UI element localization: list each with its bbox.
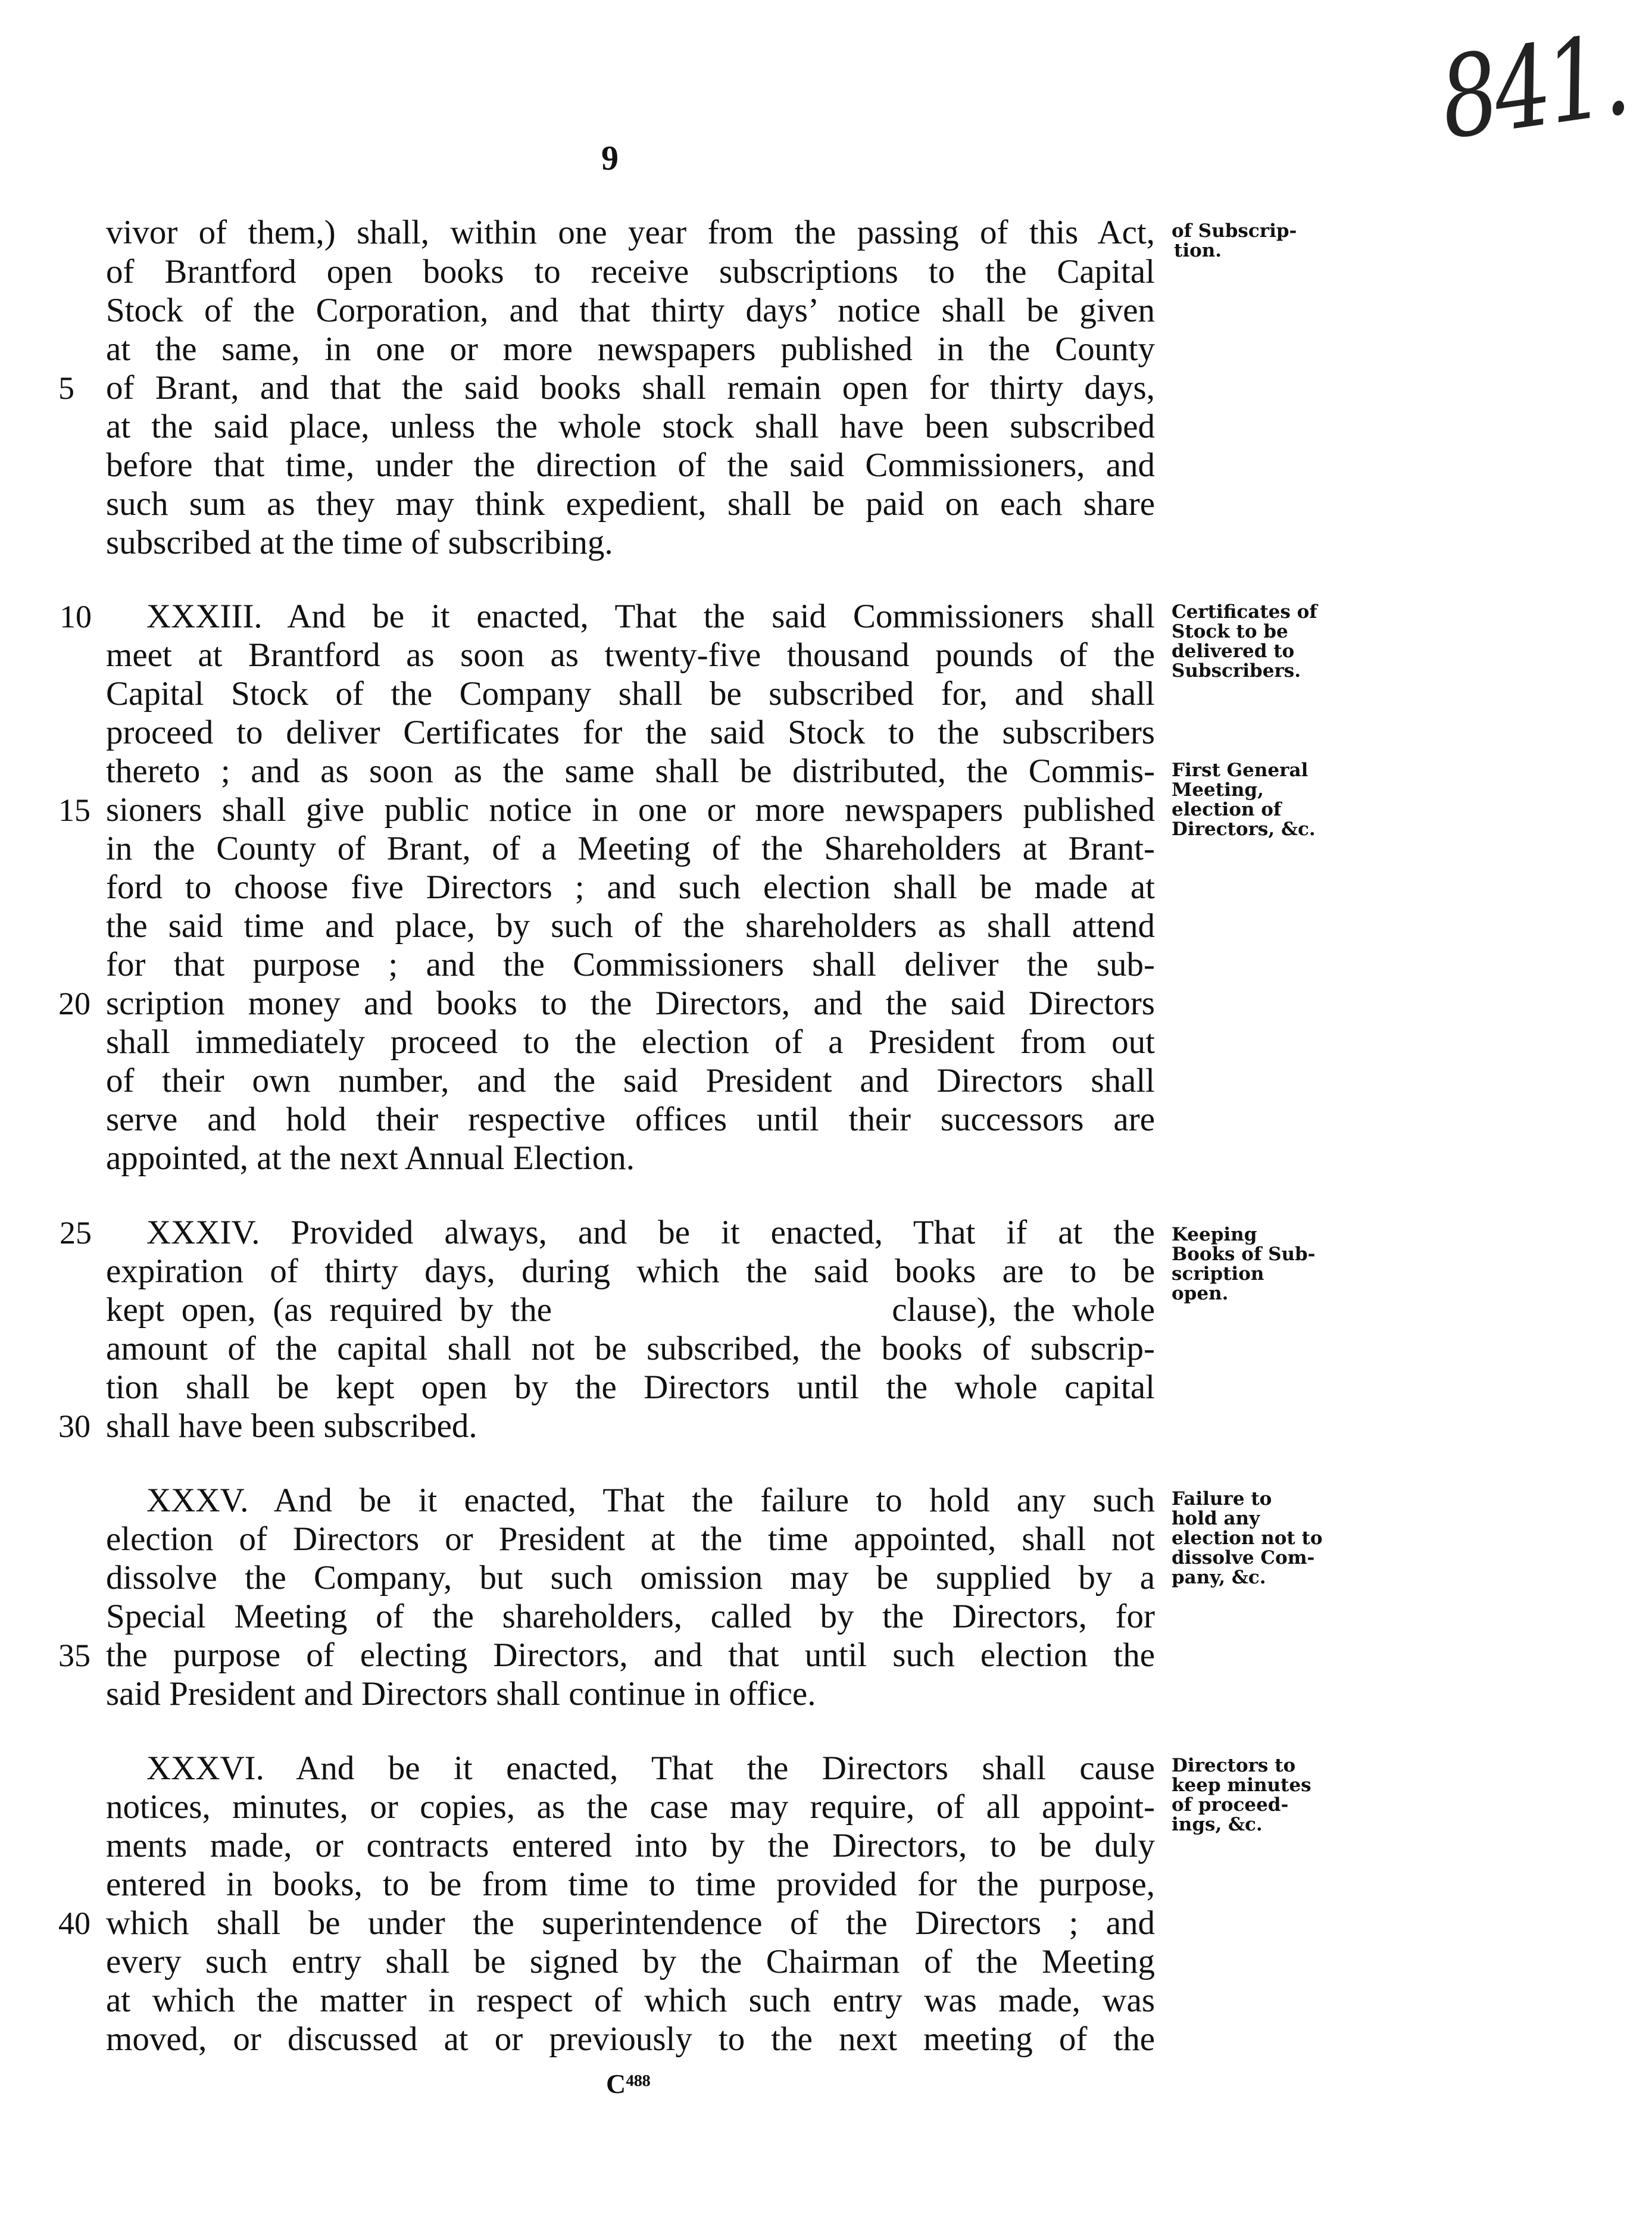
body-line: subscribed at the time of subscribing. <box>106 524 613 561</box>
body-line: such sum as they may think expedient, shall be paid on each share <box>106 485 1155 523</box>
body-line: dissolve the Company, but such omission may be supplied by a <box>106 1559 1155 1597</box>
section-heading-line: XXXIV. Provided always, and be it enacted, That if at the <box>146 1214 1155 1251</box>
margin-note-line: election of <box>1172 799 1282 820</box>
body-line: of Brant, and that the said books shall remain open for thirty days, <box>106 369 1155 407</box>
body-line: serve and hold their respective offices until their successors are <box>106 1101 1155 1138</box>
margin-note-line: Subscribers. <box>1172 660 1301 682</box>
margin-note-line: election not to <box>1172 1527 1323 1549</box>
margin-note-line: Books of Sub- <box>1172 1244 1316 1265</box>
body-line: of their own number, and the said President and Directors shall <box>106 1062 1155 1099</box>
body-line: Capital Stock of the Company shall be subscribed for, and shall <box>106 675 1155 713</box>
body-line: sioners shall give public notice in one or more newspapers published <box>106 791 1155 829</box>
page-number: 9 <box>601 139 619 177</box>
margin-note-line: hold any <box>1172 1508 1260 1529</box>
body-line: election of Directors or President at the time appointed, shall not <box>106 1520 1155 1558</box>
body-line: which shall be under the superintendence of the Directors ; and <box>106 1904 1155 1942</box>
line-number: 20 <box>58 986 90 1021</box>
margin-note-line: scription <box>1172 1263 1264 1285</box>
margin-note-line: Directors, &c. <box>1172 818 1316 840</box>
body-line: kept open, (as required by the clause), the whole <box>106 1291 1155 1329</box>
body-line: before that time, under the direction of the said Commissioners, and <box>106 446 1155 484</box>
body-line: appointed, at the next Annual Election. <box>106 1139 635 1177</box>
body-line: at which the matter in respect of which such entry was made, was <box>106 1982 1155 2019</box>
body-line: the purpose of electing Directors, and that until such election the <box>106 1636 1155 1674</box>
body-line: amount of the capital shall not be subscribed, the books of subscrip- <box>106 1330 1155 1367</box>
margin-note-line: Failure to <box>1172 1488 1272 1510</box>
body-line: Special Meeting of the shareholders, called by the Directors, for <box>106 1598 1155 1635</box>
margin-note-line: keep minutes <box>1172 1774 1311 1796</box>
margin-note-subscription <box>1172 221 1320 261</box>
margin-note-keeping-books <box>1172 1225 1320 1304</box>
body-line: ments made, or contracts entered into by the Directors, to be duly <box>106 1827 1155 1864</box>
section-heading-line: XXXIII. And be it enacted, That the said Commissioners shall <box>146 598 1155 635</box>
body-line: for that purpose ; and the Commissioners shall deliver the sub- <box>106 946 1155 983</box>
margin-note-failure-to-hold <box>1172 1488 1323 1588</box>
line-number: 40 <box>58 1905 90 1941</box>
line-number: 15 <box>58 792 90 828</box>
body-line: said President and Directors shall continue in office. <box>106 1675 816 1713</box>
body-line: every such entry shall be signed by the Chairman of the Meeting <box>106 1943 1155 1980</box>
margin-note-line: dissolve Com- <box>1172 1547 1315 1569</box>
margin-note-certificates <box>1172 602 1320 681</box>
margin-note-line: Directors to <box>1172 1755 1296 1776</box>
margin-note-line: open. <box>1172 1283 1229 1304</box>
margin-note-line: Keeping <box>1172 1224 1257 1245</box>
margin-note-line: pany, &c. <box>1172 1567 1266 1588</box>
body-line: shall have been subscribed. <box>106 1407 477 1445</box>
margin-note-line: delivered to <box>1172 641 1295 662</box>
line-number: 30 <box>58 1408 90 1444</box>
body-line: expiration of thirty days, during which the said books are to be <box>106 1252 1155 1290</box>
section-heading-line: XXXVI. And be it enacted, That the Directors shall cause <box>146 1749 1155 1787</box>
margin-note-first-general-meeting <box>1172 761 1320 839</box>
body-line: vivor of them,) shall, within one year from the passing of this Act, <box>106 214 1155 251</box>
body-line: notices, minutes, or copies, as the case may require, of all appoint- <box>106 1788 1155 1826</box>
line-number: 10 <box>60 599 92 635</box>
line-number: 5 <box>58 370 74 406</box>
body-line: tion shall be kept open by the Directors until the whole capital <box>106 1369 1155 1406</box>
margin-note-line: tion. <box>1174 240 1222 261</box>
body-line: meet at Brantford as soon as twenty-five thousand pounds of the <box>106 636 1155 674</box>
body-line: of Brantford open books to receive subscriptions to the Capital <box>106 253 1155 290</box>
line-number: 35 <box>58 1638 90 1673</box>
handwritten-number: 841. <box>1432 10 1634 165</box>
margin-note-line: First General <box>1172 760 1309 781</box>
body-line: moved, or discussed at or previously to the next meeting of the <box>106 2020 1155 2058</box>
body-line: ford to choose five Directors ; and such election shall be made at <box>106 868 1155 906</box>
body-line: in the County of Brant, of a Meeting of the Shareholders at Brant- <box>106 830 1155 867</box>
body-line: the said time and place, by such of the shareholders as shall attend <box>106 907 1155 945</box>
margin-note-line: of Subscrip- <box>1172 220 1297 242</box>
body-line: entered in books, to be from time to time provided for the purpose, <box>106 1866 1155 1903</box>
section-heading-line: XXXV. And be it enacted, That the failure to hold any such <box>146 1482 1155 1519</box>
body-line: at the said place, unless the whole stock shall have been subscribed <box>106 408 1155 445</box>
body-line: proceed to deliver Certificates for the said Stock to the subscribers <box>106 714 1155 751</box>
margin-note-line: Certificates of <box>1172 601 1317 623</box>
margin-note-line: ings, &c. <box>1172 1814 1263 1835</box>
body-line: Stock of the Corporation, and that thirty days’ notice shall be given <box>106 292 1155 329</box>
body-line: scription money and books to the Directors, and the said Directors <box>106 985 1155 1022</box>
margin-note-line: Stock to be <box>1172 621 1288 642</box>
body-line: thereto ; and as soon as the same shall be distributed, the Commis- <box>106 752 1155 790</box>
body-line: at the same, in one or more newspapers published in the County <box>106 330 1155 368</box>
line-number: 25 <box>60 1215 92 1251</box>
signature-mark: C⁴⁸⁸ <box>606 2069 651 2099</box>
margin-note-line: Meeting, <box>1172 779 1264 801</box>
margin-note-line: of proceed- <box>1172 1794 1289 1816</box>
body-line: shall immediately proceed to the election of a President from out <box>106 1023 1155 1061</box>
margin-note-directors-minutes <box>1172 1756 1320 1835</box>
